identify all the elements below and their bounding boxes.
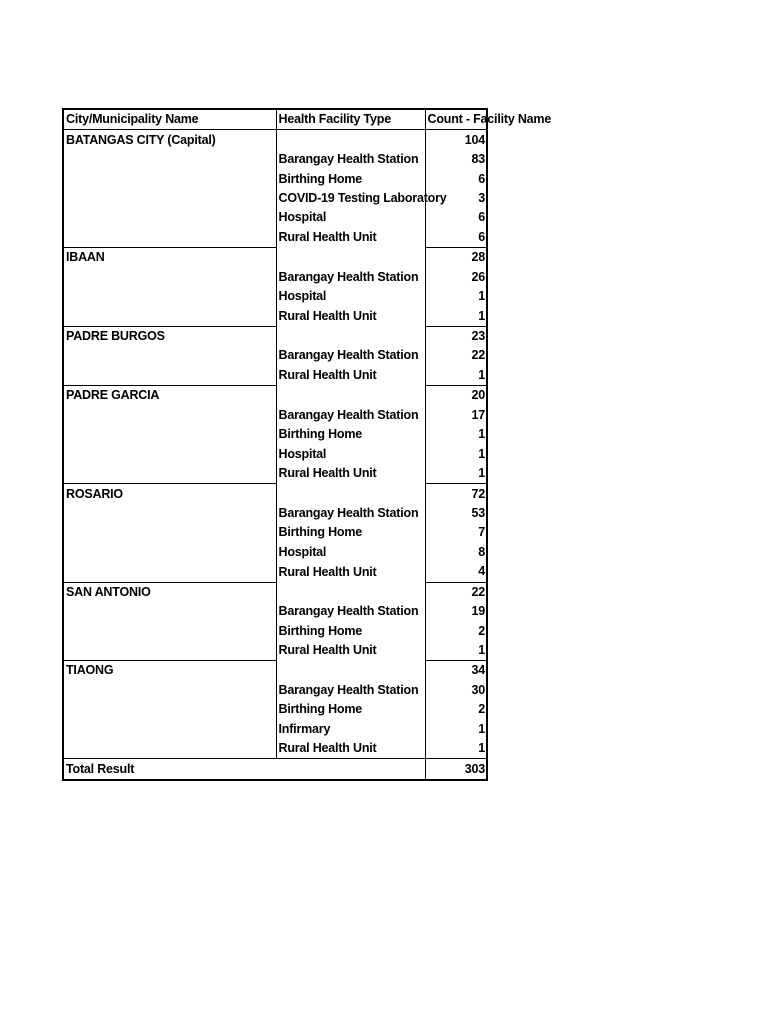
- header-row: [63, 109, 487, 130]
- facility-type: COVID-19 Testing Laboratory: [276, 189, 425, 208]
- facility-count: 3: [425, 189, 487, 208]
- facility-type-cell: [276, 661, 425, 681]
- facility-count: 19: [425, 602, 487, 621]
- group-header-row: [63, 326, 487, 346]
- table-row: [63, 228, 487, 248]
- city-cell: [63, 150, 276, 169]
- city-cell: [63, 189, 276, 208]
- city-cell: [63, 739, 276, 759]
- table-row: [63, 602, 487, 621]
- city-cell: [63, 523, 276, 542]
- facility-type-cell: [276, 326, 425, 346]
- city-name: ROSARIO: [63, 484, 276, 504]
- city-cell: [63, 562, 276, 582]
- header-city: City/Municipality Name: [63, 109, 276, 130]
- city-cell: [63, 444, 276, 463]
- city-cell: [63, 681, 276, 700]
- group-header-row: [63, 661, 487, 681]
- group-header-row: [63, 248, 487, 268]
- header-count: [425, 109, 552, 130]
- facility-type: Barangay Health Station: [276, 504, 425, 523]
- group-total-count: 28: [425, 248, 487, 268]
- table-row: [63, 681, 487, 700]
- city-cell: [63, 641, 276, 661]
- facility-type: Infirmary: [276, 720, 425, 739]
- city-cell: [63, 169, 276, 188]
- city-cell: [63, 208, 276, 227]
- table-row: [63, 543, 487, 562]
- facility-type-cell: [276, 248, 425, 268]
- facility-count: 1: [425, 720, 487, 739]
- table-row: [63, 268, 487, 287]
- facility-count: 1: [425, 306, 487, 326]
- facility-count: 1: [425, 287, 487, 306]
- facility-count: 6: [425, 169, 487, 188]
- facility-type-cell: [276, 484, 425, 504]
- facility-type: Rural Health Unit: [276, 228, 425, 248]
- facility-type: Rural Health Unit: [276, 739, 425, 759]
- facility-count: 6: [425, 228, 487, 248]
- table-row: [63, 346, 487, 365]
- table-row: [63, 306, 487, 326]
- facility-type: Barangay Health Station: [276, 346, 425, 365]
- facility-type: Birthing Home: [276, 425, 425, 444]
- city-cell: [63, 464, 276, 484]
- header-facility-type: Health Facility Type: [276, 109, 425, 130]
- group-header-row: [63, 484, 487, 504]
- facility-count: 2: [425, 700, 487, 719]
- table-row: [63, 562, 487, 582]
- facility-count: 53: [425, 504, 487, 523]
- facility-type: Hospital: [276, 444, 425, 463]
- city-cell: [63, 346, 276, 365]
- city-cell: [63, 720, 276, 739]
- table-row: [63, 621, 487, 640]
- city-name: PADRE GARCIA: [63, 386, 276, 406]
- table-row: [63, 366, 487, 386]
- city-name: TIAONG: [63, 661, 276, 681]
- facility-count: 1: [425, 641, 487, 661]
- city-cell: [63, 306, 276, 326]
- facility-type: Rural Health Unit: [276, 562, 425, 582]
- city-cell: [63, 504, 276, 523]
- group-header-row: [63, 130, 487, 150]
- group-total-count: 72: [425, 484, 487, 504]
- table-row: [63, 189, 487, 208]
- pivot-table-body: [63, 109, 552, 780]
- facility-type: Rural Health Unit: [276, 464, 425, 484]
- city-name: BATANGAS CITY (Capital): [63, 130, 276, 150]
- facility-count: 6: [425, 208, 487, 227]
- table-row: [63, 641, 487, 661]
- group-total-count: 20: [425, 386, 487, 406]
- facility-type-cell: [276, 386, 425, 406]
- table-row: [63, 700, 487, 719]
- table-row: [63, 169, 487, 188]
- total-row: [63, 759, 487, 780]
- city-name: SAN ANTONIO: [63, 582, 276, 602]
- table-row: [63, 464, 487, 484]
- table-row: [63, 739, 487, 759]
- total-value: 303: [425, 759, 487, 780]
- facility-count: 8: [425, 543, 487, 562]
- facility-count: 1: [425, 366, 487, 386]
- facility-type: Barangay Health Station: [276, 406, 425, 425]
- table-row: [63, 504, 487, 523]
- city-cell: [63, 602, 276, 621]
- table-row: [63, 444, 487, 463]
- table-row: [63, 208, 487, 227]
- facility-type-cell: [276, 582, 425, 602]
- pivot-table: [62, 108, 552, 781]
- facility-count: 30: [425, 681, 487, 700]
- facility-type: Barangay Health Station: [276, 681, 425, 700]
- table-row: [63, 287, 487, 306]
- facility-count: 4: [425, 562, 487, 582]
- facility-type: Barangay Health Station: [276, 602, 425, 621]
- header-count-label: Count - Facility Name: [427, 112, 552, 126]
- table-row: [63, 523, 487, 542]
- facility-type: Rural Health Unit: [276, 306, 425, 326]
- city-cell: [63, 425, 276, 444]
- facility-count: 26: [425, 268, 487, 287]
- city-name: PADRE BURGOS: [63, 326, 276, 346]
- city-cell: [63, 543, 276, 562]
- facility-count: 7: [425, 523, 487, 542]
- facility-count: 22: [425, 346, 487, 365]
- facility-type: Birthing Home: [276, 169, 425, 188]
- facility-type: Rural Health Unit: [276, 366, 425, 386]
- city-name: IBAAN: [63, 248, 276, 268]
- city-cell: [63, 268, 276, 287]
- total-label: Total Result: [63, 759, 425, 780]
- group-header-row: [63, 386, 487, 406]
- facility-type: Barangay Health Station: [276, 150, 425, 169]
- group-total-count: 34: [425, 661, 487, 681]
- city-cell: [63, 287, 276, 306]
- facility-type: Hospital: [276, 287, 425, 306]
- table-row: [63, 150, 487, 169]
- facility-count: 83: [425, 150, 487, 169]
- facility-type: Birthing Home: [276, 523, 425, 542]
- facility-count: 2: [425, 621, 487, 640]
- table-row: [63, 720, 487, 739]
- group-total-count: 22: [425, 582, 487, 602]
- city-cell: [63, 700, 276, 719]
- facility-type: Hospital: [276, 208, 425, 227]
- facility-count: 17: [425, 406, 487, 425]
- facility-type: Birthing Home: [276, 621, 425, 640]
- table-row: [63, 425, 487, 444]
- group-header-row: [63, 582, 487, 602]
- facility-type: Barangay Health Station: [276, 268, 425, 287]
- facility-count: 1: [425, 464, 487, 484]
- facility-type: Rural Health Unit: [276, 641, 425, 661]
- group-total-count: 23: [425, 326, 487, 346]
- table-row: [63, 406, 487, 425]
- city-cell: [63, 621, 276, 640]
- group-total-count: 104: [425, 130, 487, 150]
- facility-type-cell: [276, 130, 425, 150]
- city-cell: [63, 228, 276, 248]
- facility-count: 1: [425, 425, 487, 444]
- city-cell: [63, 406, 276, 425]
- facility-count: 1: [425, 444, 487, 463]
- facility-type: Birthing Home: [276, 700, 425, 719]
- city-cell: [63, 366, 276, 386]
- facility-type: Hospital: [276, 543, 425, 562]
- facility-count: 1: [425, 739, 487, 759]
